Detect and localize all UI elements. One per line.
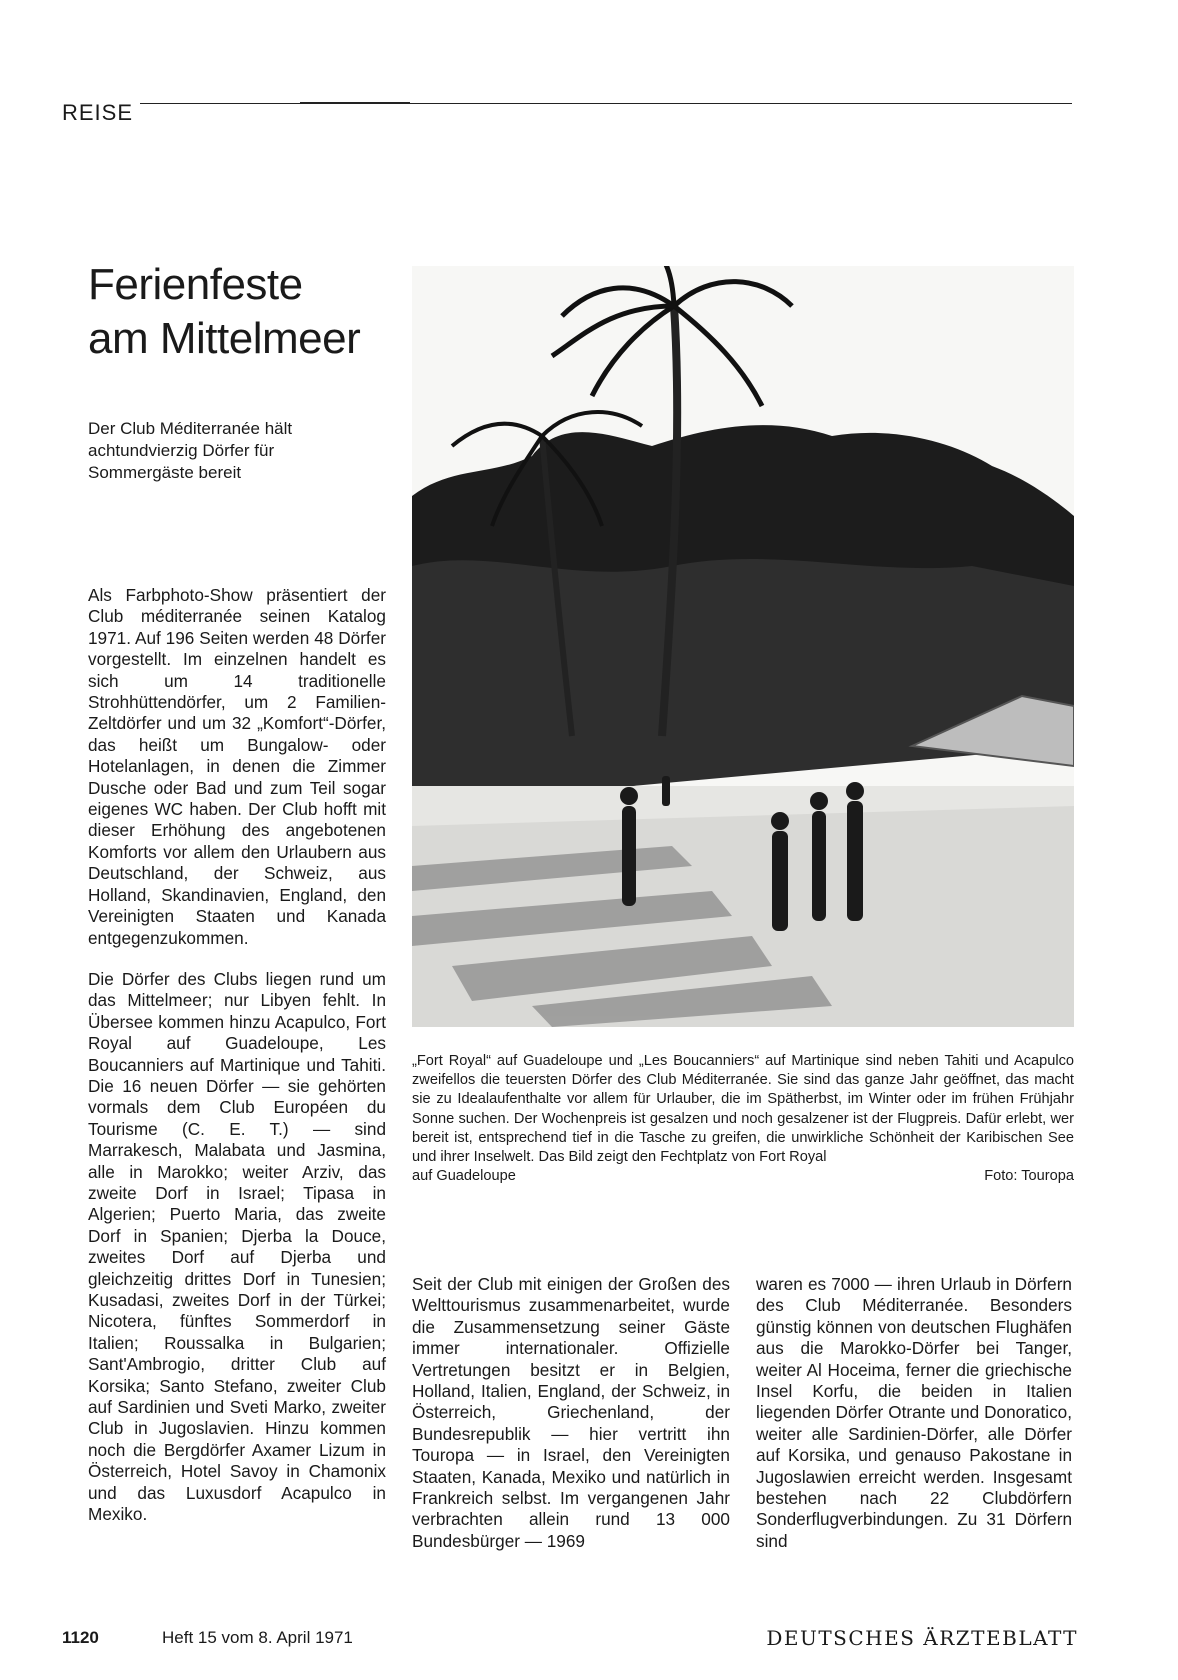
paragraph-1: Als Farbphoto-Show präsentiert der Club méditerranée seinen Katalog 1971. Auf 196 Seiten werden 48 Dörfer vorgestellt. Im einzelnen handelt es sich um 14 traditionelle Strohhüttendörfer, um 2 Familien-Zeltdörfer und um 32 „Komfort“-Dörfer, das heißt um Bungalow- oder Hotelanlagen, in denen die Zimmer Dusche oder Bad und zum Teil sogar eigenes WC haben. Der Club hofft mit dieser Erhöhung des angebotenen Komforts vor allem den Urlaubern aus Deutschland, der Schweiz, aus Holland, Skandinavien, England, den Vereinigten Staaten und Kanada entgegenzukommen. <box>88 585 386 948</box>
issue-info: Heft 15 vom 8. April 1971 <box>162 1628 353 1647</box>
text-column-2 <box>412 1274 730 1552</box>
caption-last-line: auf Guadeloupe <box>412 1168 516 1185</box>
header-rule-accent <box>300 102 410 104</box>
title-line-2: am Mittelmeer <box>88 314 361 363</box>
magazine-name: DEUTSCHES ÄRZTEBLATT <box>766 1626 1078 1650</box>
text-column-1 <box>88 585 386 1525</box>
article-title <box>88 258 360 366</box>
caption-credit-line <box>412 1167 1074 1186</box>
paragraph-2: Die Dörfer des Clubs liegen rund um das Mittelmeer; nur Libyen fehlt. In Übersee kommen hinzu Acapulco, Fort Royal auf Guadeloupe, Les Boucanniers auf Martinique und Tahiti. Die 16 neuen Dörfer — sie gehörten vormals dem Club Européen du Tourisme (C. E. T.) — sind Marrakesch, Malabata und Jasmina, alle in Marokko; weiter Arziv, das zweite Dorf in Israel; Tipasa in Algerien; Puerto Maria, das zweite Dorf in Spanien; Djerba la Douce, zweites Dorf auf Djerba und gleichzeitig drittes Dorf in Tunesien; Kusadasi, zweites Dorf in der Türkei; Nicotera, fünftes Sommerdorf in Italien; Roussalka in Bulgarien; Sant'Ambrogio, dritter Club auf Korsika; Santo Stefano, zweiter Club auf Sardinien und Sveti Marko, zweiter Club in Jugoslavien. Hinzu kommen noch die Bergdörfer Axamer Lizum in Österreich, Hotel Savoy in Chamonix und das Luxusdorf Acapulco in Mexiko. <box>88 968 386 1525</box>
article-subtitle: Der Club Méditerranée hält achtundvierzig Dörfer für Sommergäste bereit <box>88 419 293 482</box>
photo-credit: Foto: Touropa <box>984 1168 1074 1185</box>
text-column-3 <box>756 1274 1072 1552</box>
section-label: REISE <box>62 100 134 125</box>
photo-caption <box>412 1052 1074 1186</box>
page-number: 1120 <box>62 1628 99 1647</box>
title-line-1: Ferienfeste <box>88 260 303 309</box>
paragraph-4: waren es 7000 — ihren Urlaub in Dörfern des Club Méditerranée. Besonders günstig können von deutschen Flughäfen aus die Marokko-Dörfer bei Tanger, weiter Al Hoceima, ferner die griechische Insel Korfu, die beiden in Italien liegenden Dörfer Otrante und Donoratico, weiter alle Sardinien-Dörfer, alle Dörfer auf Korsika, und genauso Pakostane in Jugoslawien erreicht werden. Insgesamt bestehen nach 22 Clubdörfern Sonderflugverbindungen. Zu 31 Dörfern sind <box>756 1274 1072 1551</box>
article-photo <box>412 266 1074 1027</box>
paragraph-3: Seit der Club mit einigen der Großen des Welttourismus zusammenarbeitet, wurde die Zusammensetzung seiner Gäste immer internationaler. Offizielle Vertretungen besitzt er in Belgien, Holland, Italien, England, der Schweiz, in Österreich, Griechenland, der Bundesrepublik — hier vertritt ihn Touropa — in Israel, den Vereinigten Staaten, Kanada, Mexiko und natürlich in Frankreich selbst. Im vergangenen Jahr verbrachten allein rund 13 000 Bundesbürger — 1969 <box>412 1274 730 1551</box>
header-rule <box>140 103 1072 104</box>
photo-fencing-court <box>412 266 1074 1027</box>
caption-text: „Fort Royal“ auf Guadeloupe und „Les Boucanniers“ auf Martinique sind neben Tahiti und Acapulco zweifellos die teuersten Dörfer des Club Méditerranée. Sie sind das ganze Jahr geöffnet, das macht sie zu Idealaufenthalte vor allem für Urlauber, die im Spätherbst, im Winter oder im frühen Frühjahr Sonne suchen. Der Wochenpreis ist gesalzen und noch gesalzener ist der Flugpreis. Dafür erlebt, wer bereit ist, entsprechend tief in die Tasche zu greifen, die unwirkliche Schönheit der Karibischen See und ihrer Inselwelt. Das Bild zeigt den Fechtplatz von Fort Royal <box>412 1053 1074 1166</box>
